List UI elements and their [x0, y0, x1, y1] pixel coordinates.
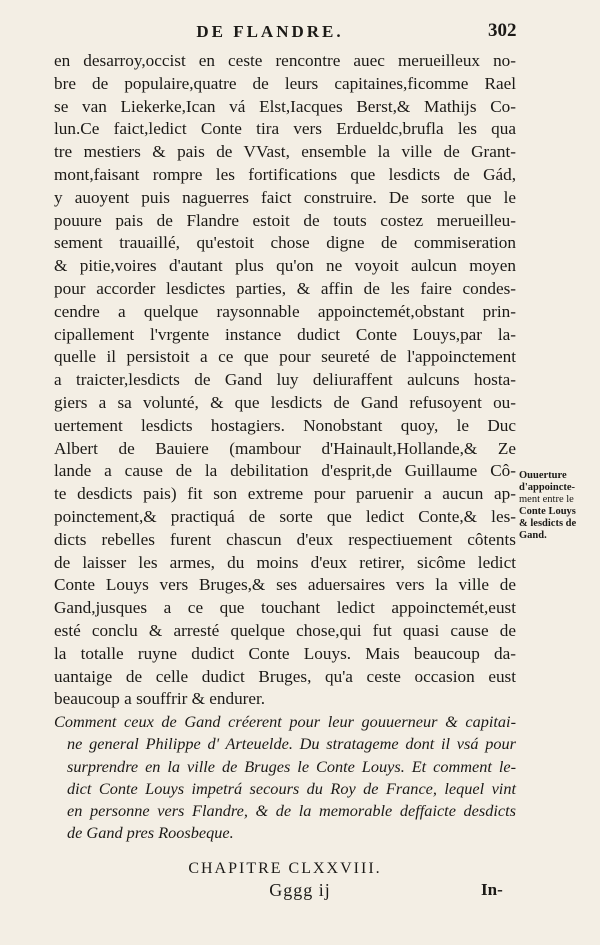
text-line: poinctement,& practiquá de sorte que ledict Conte,& les- [54, 506, 516, 526]
text-line: pouure pais de Flandre estoit de touts costez merueilleu- [54, 210, 516, 230]
summary-line: en personne vers Flandre, & de la memorable deffaicte desdicts [67, 801, 516, 821]
text-line: pour accorder lesdictes parties, & affin de les faire condes- [54, 278, 516, 298]
marginal-note-line: Ouuerture [519, 470, 567, 481]
marginal-note-line: Gand. [519, 530, 547, 541]
text-line: lande a cause de la debilitation d'esprit,de Guillaume Cô- [54, 461, 516, 481]
marginal-note-line: Conte Louys [519, 506, 576, 517]
text-line: cipallement l'vrgente instance dudict Conte Louys,par la- [54, 324, 516, 344]
text-line: tre mestiers & pais de VVast, ensemble la ville de Grant- [54, 142, 516, 162]
text-line: de laisser les armes, du moins d'eux retirer, sicôme ledict [54, 552, 516, 572]
running-title: DE FLANDRE. [196, 22, 344, 41]
summary-line: dict Conte Louys impetrá secours du Roy de France, lequel vint [67, 778, 516, 798]
text-line: a traicter,lesdicts de Gand luy deliuraffent aulcuns hosta- [54, 370, 516, 390]
text-line: lun.Ce faict,ledict Conte tira vers Erdueldc,brufla les qua [54, 119, 516, 139]
page-number: 302 [488, 20, 517, 41]
text-line: Albert de Bauiere (mambour d'Hainault,Hollande,& Ze [54, 438, 516, 458]
text-line: cendre a quelque raysonnable appoinctemét,obstant prin- [54, 301, 516, 321]
page-header [0, 22, 600, 48]
text-line: uertement lesdicts hostagiers. Nonobstant quoy, le Duc [54, 415, 516, 435]
marginal-note-line: ment entre le [519, 494, 574, 505]
text-line: quelle il persistoit a ce que pour seureté de l'appoinctement [54, 347, 516, 367]
chapter-summary [54, 711, 516, 845]
text-line: & pitie,voires d'autant plus qu'on ne voyoit aulcun moyen [54, 256, 516, 276]
text-line: Conte Louys vers Bruges,& ses aduersaires vers la ville de [54, 575, 516, 595]
text-line: te desdicts pais) fit son extreme pour paruenir a aucun ap- [54, 484, 516, 504]
text-line: se van Liekerke,Ican vá Elst,Iacques Berst,& Mathijs Co- [54, 96, 516, 116]
text-line: la totalle ruyne dudict Conte Louys. Mais beaucoup da- [54, 643, 516, 663]
catchword: In- [481, 880, 503, 899]
text-line: Gand,jusques a ce que touchant ledict appoinctemét,eust [54, 598, 516, 618]
marginal-note [519, 470, 599, 542]
chapter-heading: CHAPITRE CLXXVIII. [188, 860, 382, 877]
signature-mark: Gggg ij [269, 880, 331, 900]
text-line: giers a sa volunté, & que lesdicts de Gand refusoyent ou- [54, 392, 516, 412]
summary-line: ne general Philippe d' Arteuelde. Du stratageme dont il vsá pour [67, 734, 516, 754]
summary-line: Comment ceux de Gand créerent pour leur gouuerneur & capitai- [54, 712, 516, 731]
body-text [54, 50, 516, 711]
summary-line: de Gand pres Roosbeque. [67, 823, 234, 843]
text-line: bre de populaire,quatre de leurs capitaines,ficomme Rael [54, 73, 516, 93]
marginal-note-line: d'appoincte- [519, 482, 576, 493]
text-line: uantaige de celle dudict Bruges, qu'a ceste occasion eust [54, 666, 516, 686]
text-line: y auoyent puis naguerres faict construire. De sorte que le [54, 187, 516, 207]
text-line: dicts rebelles furent chascun d'eux respectiuement côtents [54, 529, 516, 549]
text-line: mont,faisant rompre les fortifications que lesdicts de Gád, [54, 164, 516, 184]
text-line: esté conclu & arresté quelque chose,qui fut quasi cause de [54, 620, 516, 640]
text-line-last: beaucoup a souffrir & endurer. [54, 689, 266, 709]
text-line: en desarroy,occist en ceste rencontre auec merueilleux no- [54, 51, 516, 70]
marginal-note-line: & lesdicts de [519, 518, 577, 529]
summary-line: surprendre en la ville de Bruges le Conte Louys. Et comment le- [67, 756, 516, 776]
text-line: sement trauaillé, qu'estoit chose digne de commiseration [54, 233, 516, 253]
